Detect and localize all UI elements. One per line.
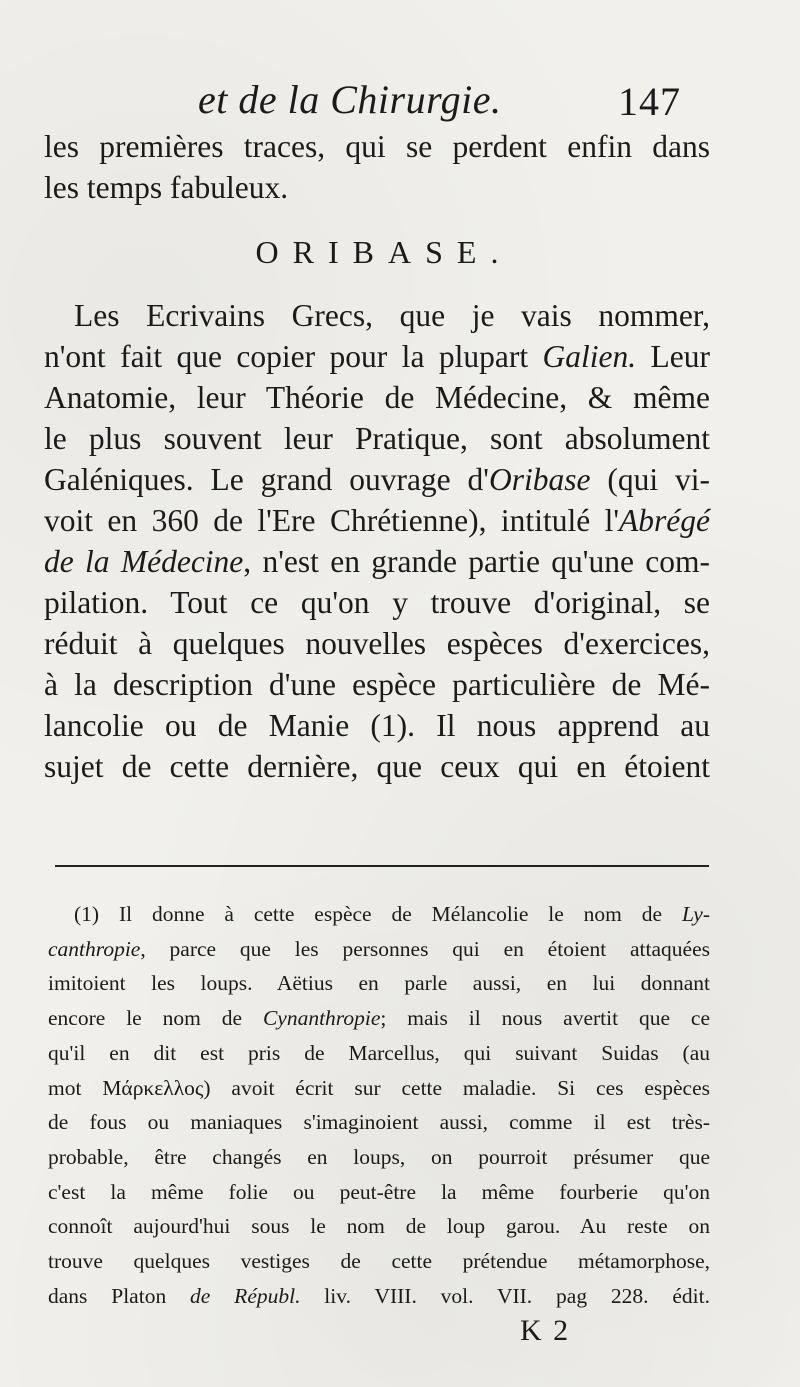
text-line: n'ont fait que copier pour la plupart Galien. Leur <box>44 339 710 374</box>
text-line: sujet de cette dernière, que ceux qui en étoient <box>44 749 710 784</box>
text-line: Anatomie, leur Théorie de Médecine, & même <box>44 380 710 415</box>
footnote-line: dans Platon de Républ. liv. VIII. vol. VII. pag 228. édit. <box>48 1283 710 1308</box>
footnote-line: encore le nom de Cynanthropie; mais il nous avertit que ce <box>48 1006 710 1031</box>
signature-mark: K 2 <box>520 1314 571 1347</box>
text-line: le plus souvent leur Pratique, sont absolument <box>44 421 710 456</box>
text-line: de la Médecine, n'est en grande partie qu'une com- <box>44 544 711 579</box>
italic-name: Galien. <box>542 339 637 374</box>
footnote-line: probable, être changés en loups, on pourroit présumer que <box>48 1144 710 1169</box>
text-line: les premières traces, qui se perdent enfin dans <box>44 129 710 164</box>
footnote-line: c'est la même folie ou peut-être la même fourberie qu'on <box>48 1179 710 1204</box>
text-line: lancolie ou de Manie (1). Il nous apprend au <box>44 708 710 743</box>
section-heading: ORIBASE. <box>255 234 513 270</box>
text-line: Les Ecrivains Grecs, que je vais nommer, <box>74 298 710 333</box>
footnote-line: de fous ou maniaques s'imaginoient aussi, comme il est très- <box>48 1110 710 1135</box>
text-line: à la description d'une espèce particulière de Mé- <box>44 667 710 702</box>
footnote-line: connoît aujourd'hui sous le nom de loup garou. Au reste on <box>48 1214 710 1239</box>
text-line: réduit à quelques nouvelles espèces d'exercices, <box>44 626 710 661</box>
footnote-rule <box>55 865 709 867</box>
text-line: pilation. Tout ce qu'on y trouve d'original, se <box>44 585 710 620</box>
main-text <box>44 126 710 787</box>
footnote-line: qu'il en dit est pris de Marcellus, qui suivant Suidas (au <box>48 1040 710 1065</box>
footnote-line: (1) Il donne à cette espèce de Mélancolie le nom de Ly- <box>74 902 710 926</box>
italic-title: de la Médecine <box>44 544 244 579</box>
italic-title: Abrégé <box>619 503 710 538</box>
running-title: et de la Chirurgie. <box>198 77 502 122</box>
text-line: les temps fabuleux. <box>44 170 289 205</box>
page-number: 147 <box>618 79 681 124</box>
footnote-line: imitoient les loups. Aëtius en parle aussi, en lui donnant <box>48 971 710 996</box>
footnote-line: mot Μάρκελλος) avoit écrit sur cette maladie. Si ces espèces <box>48 1075 710 1100</box>
footnote-line: canthropie, parce que les personnes qui en étoient attaquées <box>48 936 710 961</box>
running-head <box>0 78 800 128</box>
text-line: voit en 360 de l'Ere Chrétienne), intitulé l'Abrégé <box>44 503 710 538</box>
footnote <box>48 897 710 1313</box>
footnote-line: trouve quelques vestiges de cette prétendue métamorphose, <box>48 1249 710 1274</box>
text-line: Galéniques. Le grand ouvrage d'Oribase (qui vi- <box>44 462 711 497</box>
italic-name: Oribase <box>488 462 591 497</box>
